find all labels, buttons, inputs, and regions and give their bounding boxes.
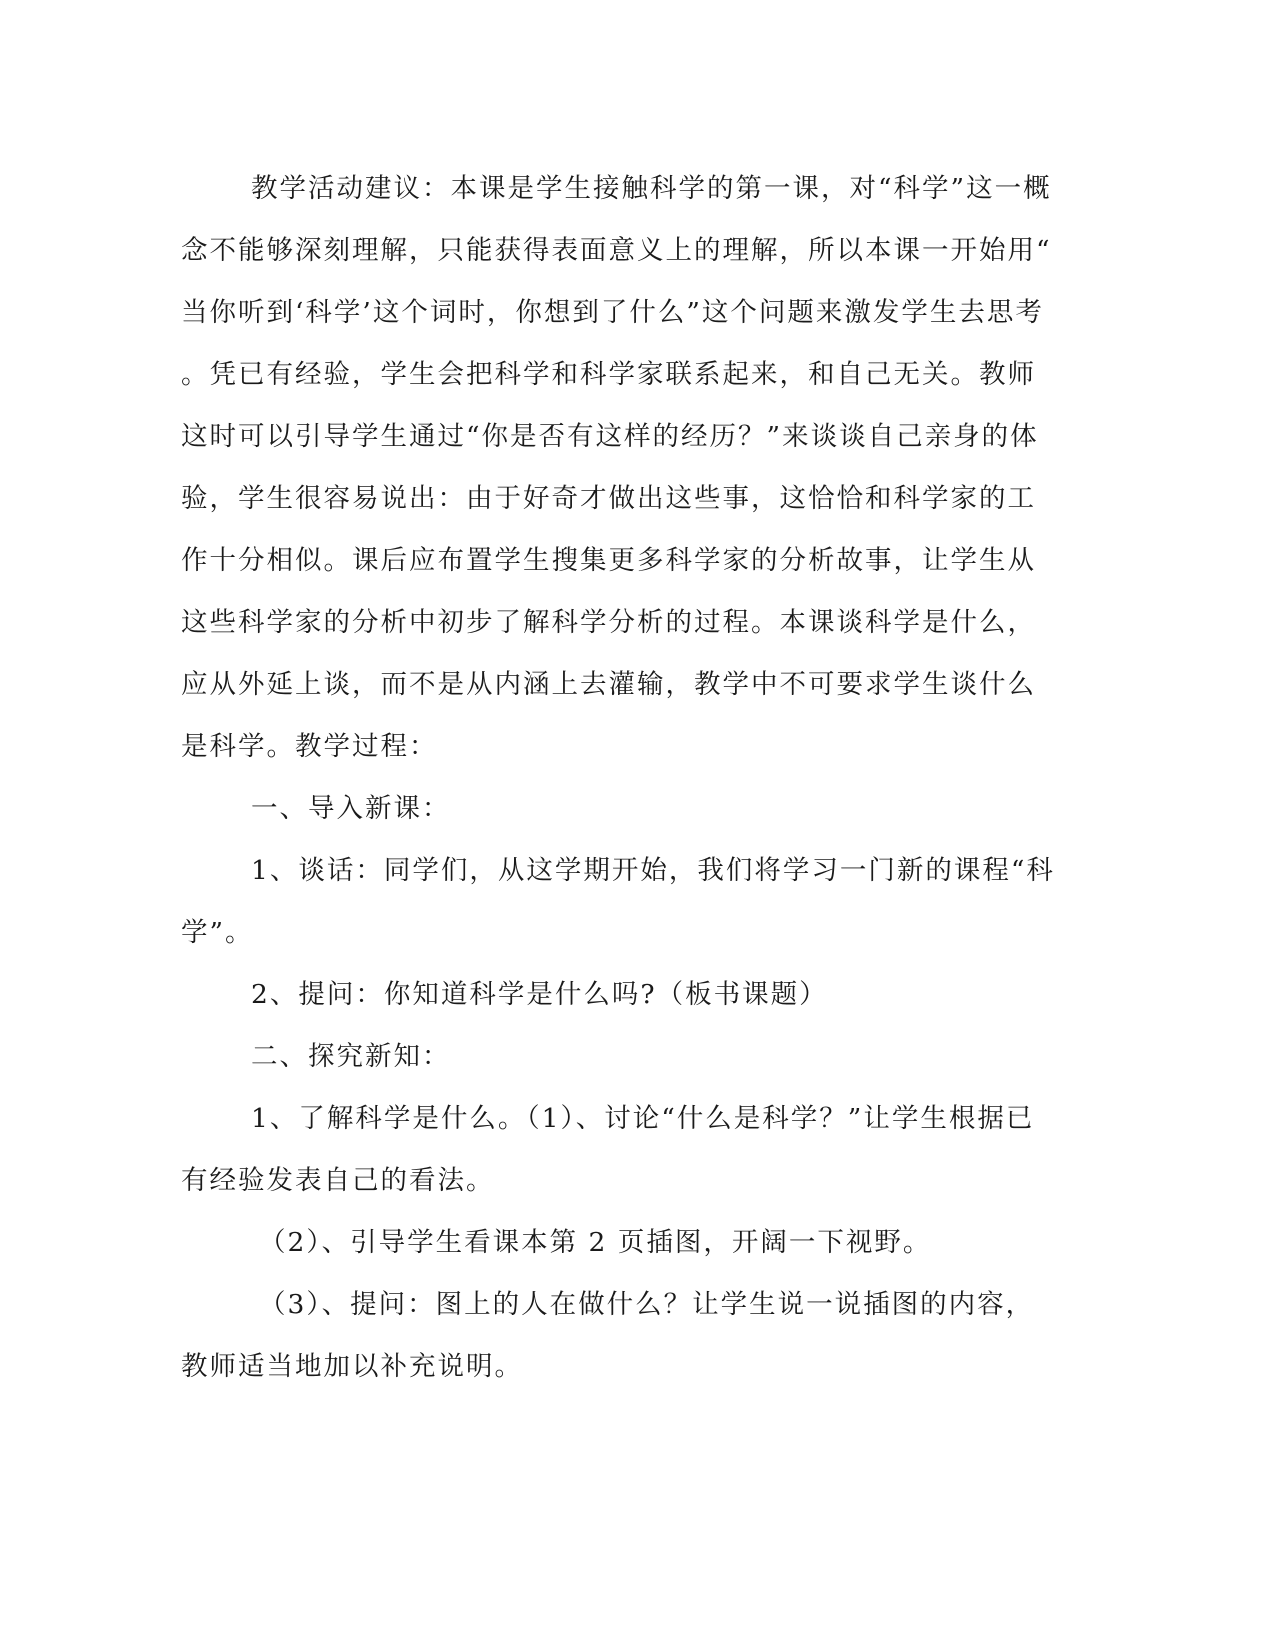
explore-item-3: [181, 1274, 1035, 1398]
paragraph-line: 作十分相似。课后应布置学生搜集更多科学家的分析故事，让学生从: [181, 545, 1036, 576]
intro-item-2: 2、提问：你知道科学是什么吗?（板书课题）: [251, 979, 828, 1010]
paragraph-line: 学”。: [181, 917, 254, 948]
paragraph-line: 教学活动建议：本课是学生接触科学的第一课，对“科学”这一概: [251, 173, 1052, 204]
paragraph-line: 是科学。教学过程：: [181, 731, 438, 762]
paragraph-line: 教师适当地加以补充说明。: [181, 1351, 523, 1382]
document-body: [181, 158, 1055, 1398]
explore-item-2: （2）、引导学生看课本第 2 页插图，开阔一下视野。: [259, 1227, 932, 1258]
paragraph-line: 念不能够深刻理解，只能获得表面意义上的理解，所以本课一开始用“: [181, 235, 1052, 266]
paragraph-line: 这些科学家的分析中初步了解科学分析的过程。本课谈科学是什么，: [181, 607, 1036, 638]
paragraph-line: 1、了解科学是什么。（1）、讨论“什么是科学？”让学生根据已: [251, 1103, 1035, 1134]
paragraph-line: 有经验发表自己的看法。: [181, 1165, 495, 1196]
section-heading-intro: 一、导入新课：: [251, 793, 451, 824]
section-heading-explore: 二、探究新知：: [251, 1041, 451, 1072]
teaching-suggestion-paragraph: [181, 158, 1052, 778]
paragraph-line: 当你听到‘科学’这个词时，你想到了什么”这个问题来激发学生去思考: [181, 297, 1044, 328]
paragraph-line: 验，学生很容易说出：由于好奇才做出这些事，这恰恰和科学家的工: [181, 483, 1036, 514]
paragraph-line: 应从外延上谈，而不是从内涵上去灌输，教学中不可要求学生谈什么: [181, 669, 1036, 700]
explore-item-1: [181, 1088, 1035, 1212]
paragraph-line: 1、谈话：同学们，从这学期开始，我们将学习一门新的课程“科: [251, 855, 1055, 886]
intro-item-1: [181, 840, 1055, 964]
paragraph-line: 这时可以引导学生通过“你是否有这样的经历？”来谈谈自己亲身的体: [181, 421, 1039, 452]
paragraph-line: （3）、提问：图上的人在做什么？让学生说一说插图的内容，: [259, 1289, 1035, 1320]
paragraph-line: 。凭已有经验，学生会把科学和科学家联系起来，和自己无关。教师: [181, 359, 1036, 390]
